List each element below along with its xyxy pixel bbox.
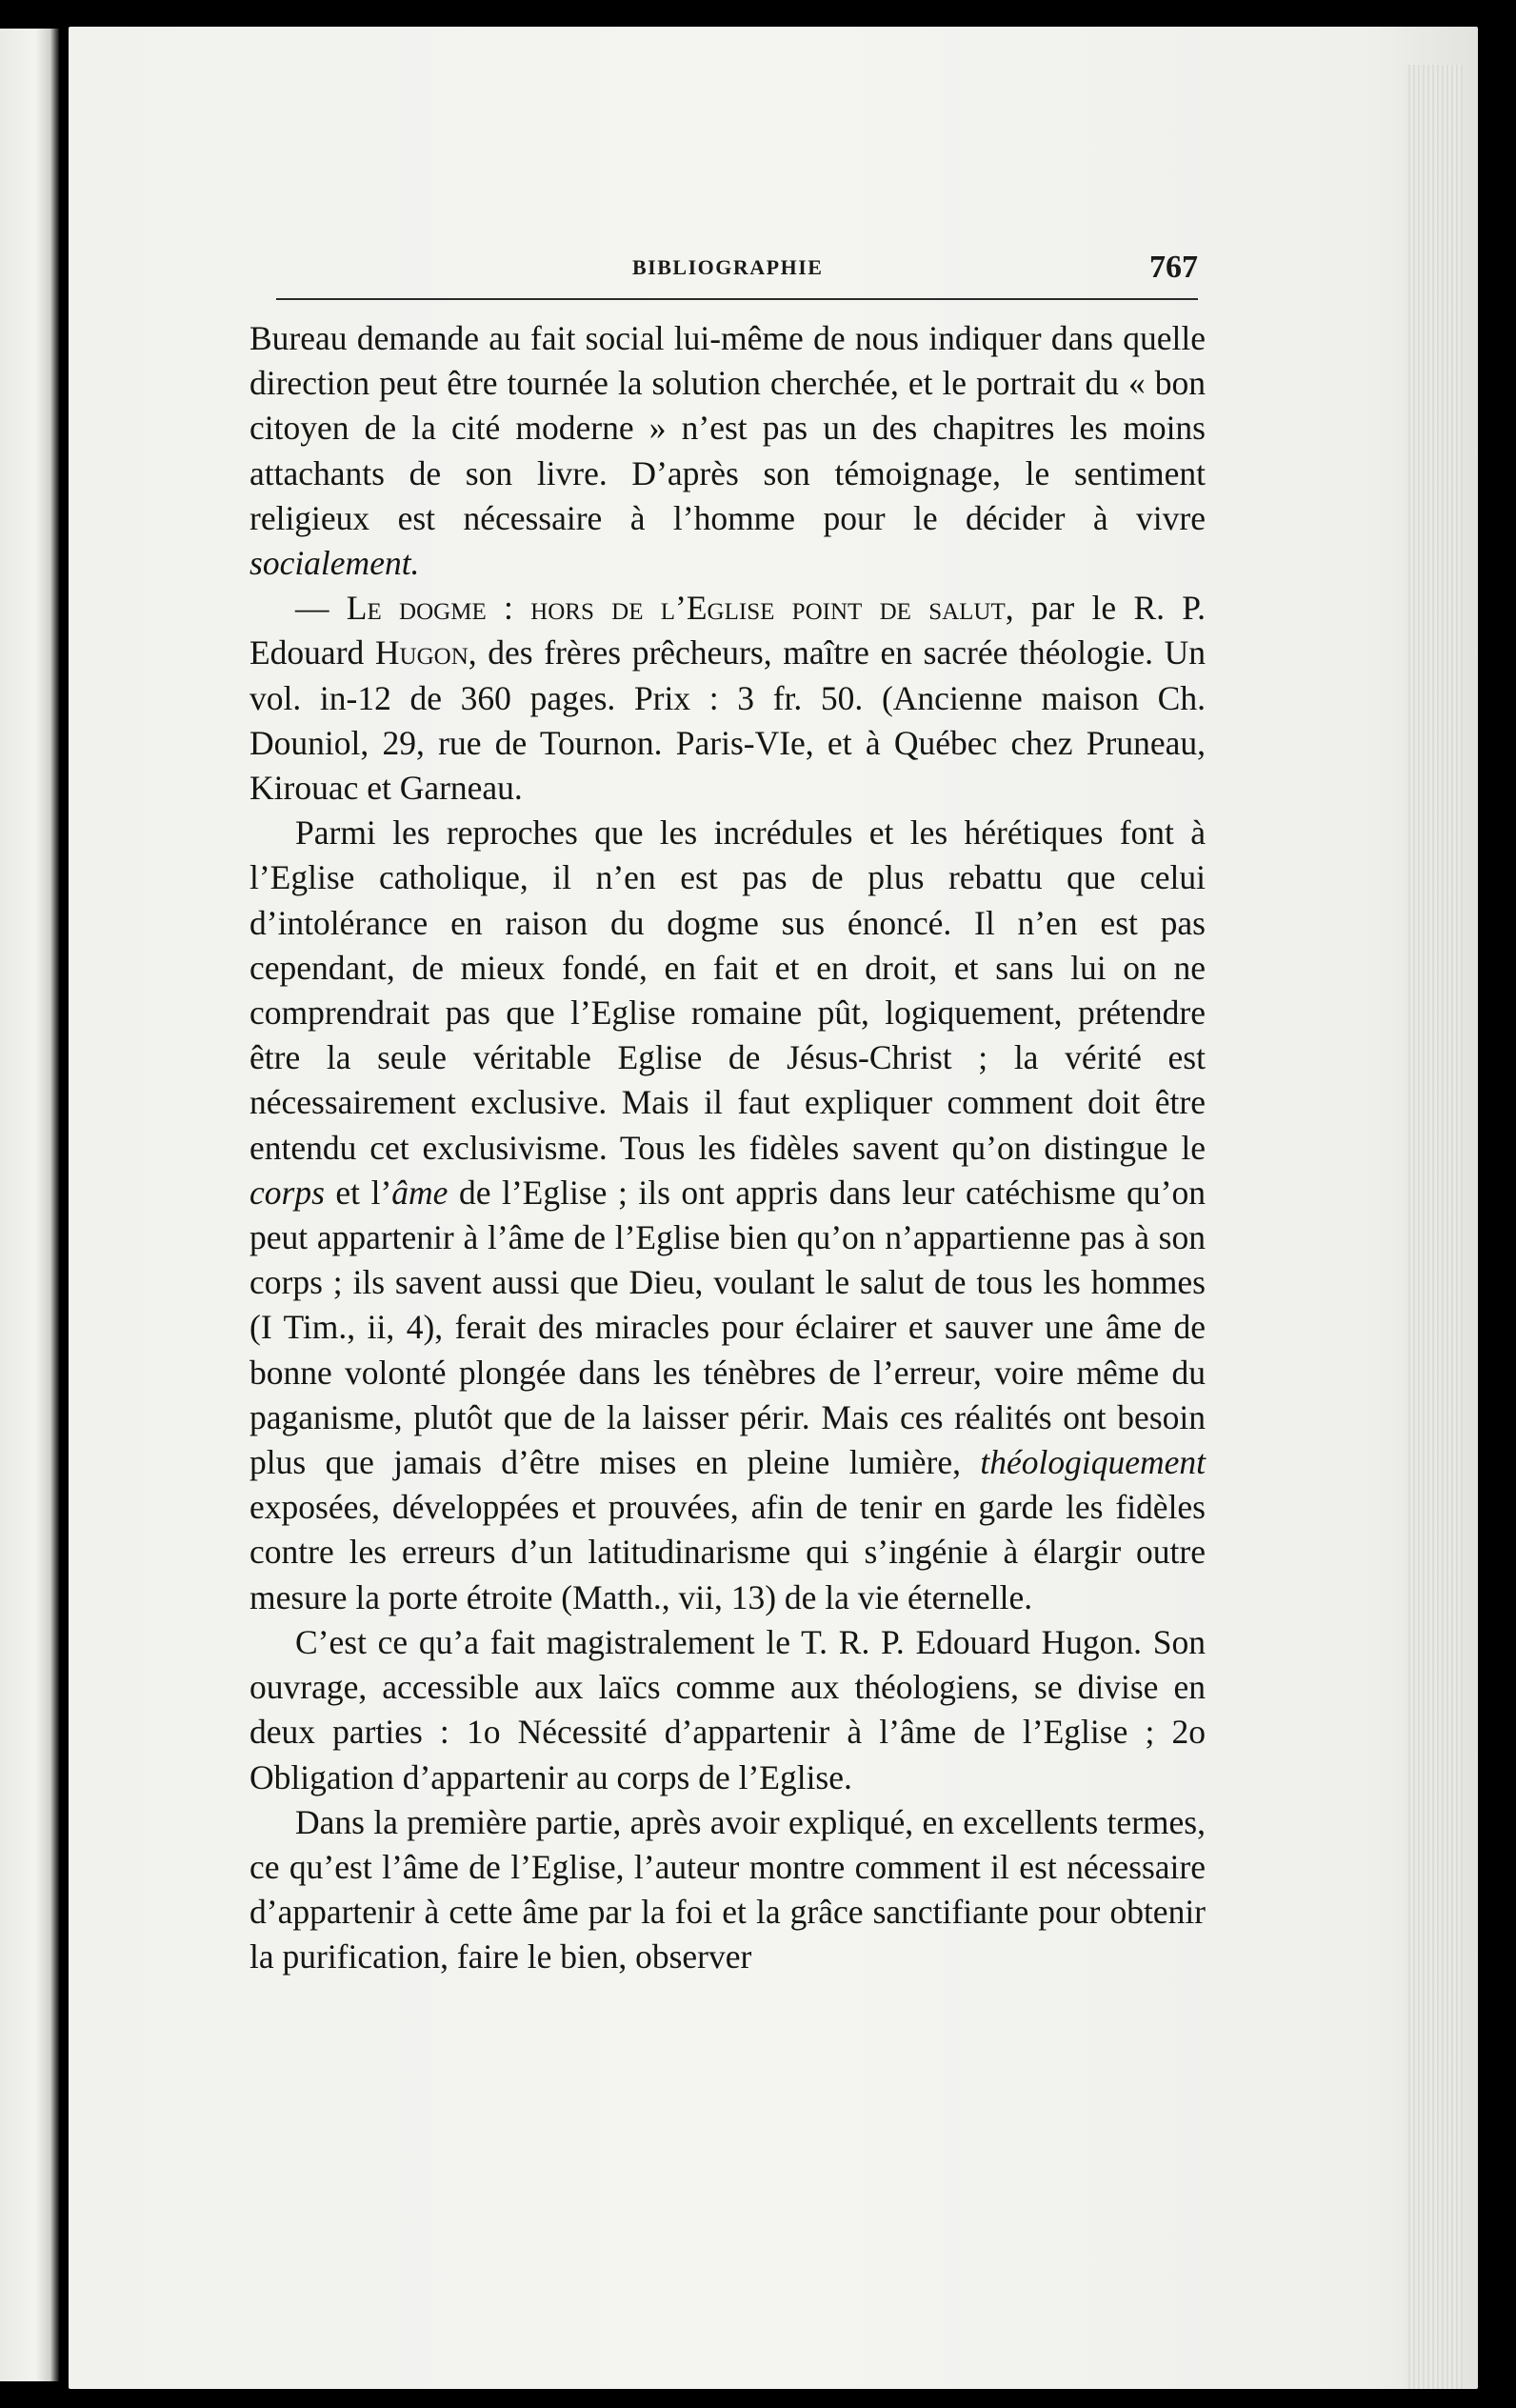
paragraph-1-italic: socialement. xyxy=(249,544,420,583)
italic-theologiquement: théologiquement xyxy=(980,1443,1206,1482)
page-number: 767 xyxy=(1149,250,1198,285)
paragraph-5: Dans la première partie, après avoir expliqué, en excellents termes, ce qu’est l’âme de l’Eglise, l’auteur montre comment il est nécessaire d’appartenir à cette âme par la foi et la grâce sanctifiante pour obtenir la purification, faire le bien, observer xyxy=(249,1802,1206,1977)
paragraph-1-text: Bureau demande au fait social lui-même de nous indiquer dans quelle direction peut être tournée la solution cherchée, et le portrait du « bon citoyen de la cité moderne » n’est pas un des chapitres les moins attachants de son livre. D’après son témoignage, le sentiment religieux est nécessaire à l’homme pour le décider à vivre xyxy=(249,319,1206,537)
notice-dash: — xyxy=(295,589,347,628)
book-title: Le dogme : hors de l’Eglise point de salut xyxy=(346,589,1006,628)
body-text xyxy=(249,316,1206,1980)
paragraph-4: C’est ce qu’a fait magistralement le T. R. P. Edouard Hugon. Son ouvrage, accessible aux laïcs comme aux théologiens, se divise en deux parties : 1o Nécessité d’appartenir à l’âme de l’Eglise ; 2o Obligation d’appartenir au corps de l’Eglise. xyxy=(249,1622,1206,1796)
italic-ame: âme xyxy=(391,1173,449,1212)
paragraph-3-text-c: de l’Eglise ; ils ont appris dans leur catéchisme qu’on peut appartenir à l’âme de l’Eglise bien qu’on n’appartienne pas à son corps ; ils savent aussi que Dieu, voulant le salut de tous les hommes (I Tim., ii, 4), ferait des miracles pour éclairer et sauver une âme de bonne volonté plongée dans les ténèbres de l’erreur, voire même du paganisme, plutôt que de la laisser périr. Mais ces réalités ont besoin plus que jamais d’être mises en pleine lumière, xyxy=(249,1173,1206,1482)
page-stack-edges xyxy=(1406,65,1463,2389)
header-rule xyxy=(276,298,1198,300)
paragraph-3 xyxy=(249,811,1206,1620)
book-author: Hugon xyxy=(374,633,469,672)
notice-by: , par le R. P. Edouard xyxy=(249,589,1206,672)
running-head: BIBLIOGRAPHIE xyxy=(632,255,824,279)
italic-corps: corps xyxy=(249,1173,325,1212)
paragraph-3-text-a: Parmi les reproches que les incrédules et les hérétiques font à l’Eglise catholique, il n’en est pas de plus rebattu que celui d’intolérance en raison du dogme sus énoncé. Il n’en est pas cependant, de mieux fondé, en fait et en droit, et sans lui on ne comprendrait pas que l’Eglise romaine pût, logiquement, prétendre être la seule véritable Eglise de Jésus-Christ ; la vérité est nécessairement exclusive. Mais il faut expliquer comment doit être entendu cet exclusivisme. Tous les fidèles savent qu’on distingue le xyxy=(249,813,1206,1167)
paragraph-3-text-d: exposées, développées et prouvées, afin de tenir en garde les fidèles contre les erreurs d’un latitudinarisme qui s’ingénie à élargir outre mesure la porte étroite (Matth., vii, 13) de la vie éternelle. xyxy=(249,1488,1206,1616)
page-header xyxy=(276,250,1198,297)
paragraph-3-text-b: et l’ xyxy=(324,1173,392,1212)
paragraph-1 xyxy=(249,316,1206,586)
paragraph-2-book-notice xyxy=(249,586,1206,811)
notice-details: , des frères prêcheurs, maître en sacrée théologie. Un vol. in-12 de 360 pages. Prix : 3 fr. 50. (Ancienne maison Ch. Douniol, 29, rue de Tournon. Paris-VIe, et à Québec chez Pruneau, Kirouac et Garneau. xyxy=(249,633,1207,808)
facing-page-edge xyxy=(0,29,59,2381)
